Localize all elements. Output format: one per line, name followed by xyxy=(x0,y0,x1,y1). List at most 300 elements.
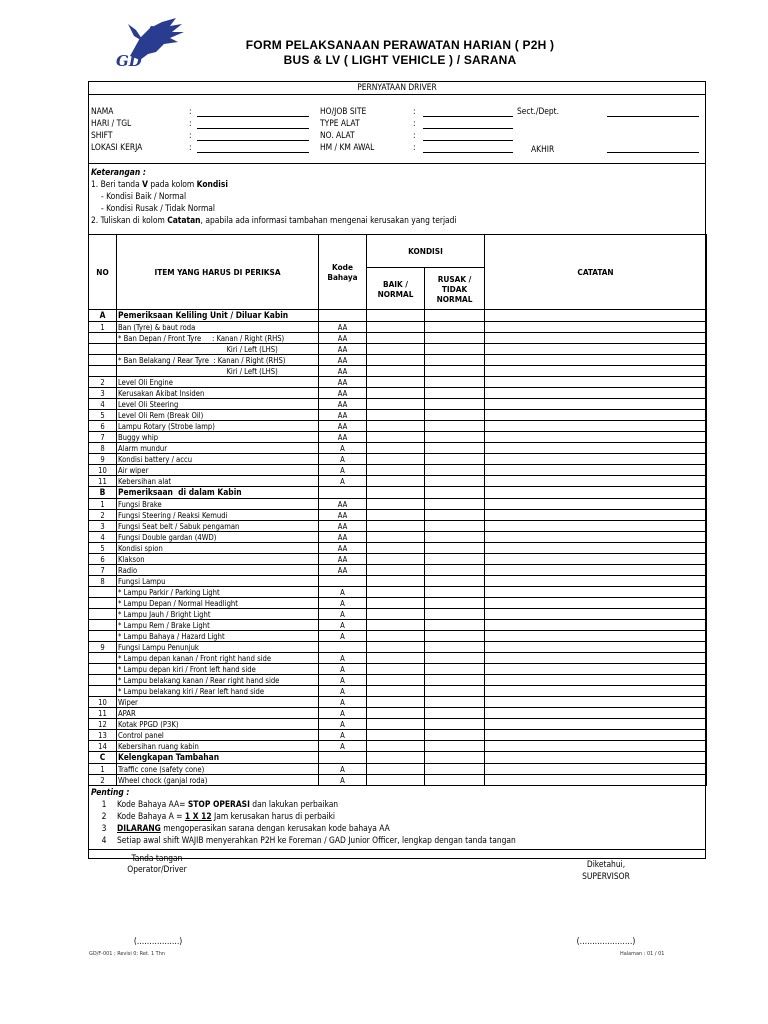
text: Jam kerusakan harus di perbaiki xyxy=(211,811,336,821)
nama-field[interactable] xyxy=(197,116,309,117)
table-row xyxy=(89,697,707,708)
baik-checkbox-cell[interactable] xyxy=(367,686,425,697)
table-row xyxy=(89,322,707,333)
catatan-cell[interactable] xyxy=(485,697,707,708)
row-item: * Ban Depan / Front Tyre : Kanan / Right (RHS) xyxy=(117,333,319,344)
catatan-cell[interactable] xyxy=(485,310,707,322)
table-row xyxy=(89,631,707,642)
row-number: 3 xyxy=(89,388,117,399)
rusak-checkbox-cell[interactable] xyxy=(425,443,485,454)
baik-checkbox-cell[interactable] xyxy=(367,620,425,631)
operator-signature-field[interactable]: (……………..) xyxy=(133,936,183,946)
row-item: Wheel chock (ganjal roda) xyxy=(117,775,319,786)
sign-right-label2: SUPERVISOR xyxy=(582,871,630,881)
table-row xyxy=(89,764,707,775)
row-item: Fungsi Double gardan (4WD) xyxy=(117,532,319,543)
baik-checkbox-cell[interactable] xyxy=(367,587,425,598)
divider xyxy=(88,94,706,95)
row-number xyxy=(89,664,117,675)
baik-checkbox-cell[interactable] xyxy=(367,752,425,764)
row-kode-bahaya: AA xyxy=(319,432,367,443)
text: 1. Beri tanda xyxy=(91,179,143,189)
table-row xyxy=(89,598,707,609)
table-row xyxy=(89,388,707,399)
row-number: 10 xyxy=(89,465,117,476)
row-item: Lampu Rotary (Strobe lamp) xyxy=(117,421,319,432)
rusak-checkbox-cell[interactable] xyxy=(425,620,485,631)
row-number: 4 xyxy=(89,532,117,543)
rusak-checkbox-cell[interactable] xyxy=(425,675,485,686)
driver-fields xyxy=(91,106,703,158)
section-row xyxy=(89,487,707,499)
item-text xyxy=(117,798,338,810)
row-item: Kebersihan alat xyxy=(117,476,319,487)
baik-checkbox-cell[interactable] xyxy=(367,410,425,421)
baik-checkbox-cell[interactable] xyxy=(367,333,425,344)
baik-checkbox-cell[interactable] xyxy=(367,310,425,322)
catatan-cell[interactable] xyxy=(485,510,707,521)
table-row xyxy=(89,399,707,410)
rusak-checkbox-cell[interactable] xyxy=(425,764,485,775)
row-kode-bahaya xyxy=(319,752,367,764)
text: Catatan xyxy=(167,215,201,225)
rusak-checkbox-cell[interactable] xyxy=(425,730,485,741)
catatan-cell[interactable] xyxy=(485,752,707,764)
row-number: 1 xyxy=(89,499,117,510)
catatan-cell[interactable] xyxy=(485,333,707,344)
col-kode: Kode Bahaya xyxy=(319,235,367,310)
rusak-checkbox-cell[interactable] xyxy=(425,421,485,432)
baik-checkbox-cell[interactable] xyxy=(367,432,425,443)
rusak-checkbox-cell[interactable] xyxy=(425,719,485,730)
no-alat-field[interactable] xyxy=(423,140,513,141)
col-rusak: RUSAK / TIDAK NORMAL xyxy=(425,268,485,310)
table-row xyxy=(89,499,707,510)
table-row xyxy=(89,465,707,476)
text: DILARANG xyxy=(117,823,161,833)
rusak-checkbox-cell[interactable] xyxy=(425,388,485,399)
catatan-cell[interactable] xyxy=(485,675,707,686)
field-label-hm: HM / KM AWAL xyxy=(320,142,375,152)
row-item: * Lampu belakang kiri / Rear left hand side xyxy=(117,686,319,697)
catatan-cell[interactable] xyxy=(485,487,707,499)
table-row xyxy=(89,686,707,697)
rusak-checkbox-cell[interactable] xyxy=(425,322,485,333)
catatan-cell[interactable] xyxy=(485,476,707,487)
table-row xyxy=(89,609,707,620)
catatan-cell[interactable] xyxy=(485,421,707,432)
penting-item xyxy=(91,822,701,834)
baik-checkbox-cell[interactable] xyxy=(367,487,425,499)
row-item: * Lampu Jauh / Bright Light xyxy=(117,609,319,620)
table-row xyxy=(89,476,707,487)
keterangan-title: Keterangan : xyxy=(91,167,146,177)
row-kode-bahaya: AA xyxy=(319,366,367,377)
item-text xyxy=(117,822,390,834)
row-item: Control panel xyxy=(117,730,319,741)
row-item: Air wiper xyxy=(117,465,319,476)
catatan-cell[interactable] xyxy=(485,719,707,730)
baik-checkbox-cell[interactable] xyxy=(367,399,425,410)
field-label-shift: SHIFT xyxy=(91,130,113,140)
row-item: Kondisi battery / accu xyxy=(117,454,319,465)
row-item: Kerusakan Akibat Insiden xyxy=(117,388,319,399)
baik-checkbox-cell[interactable] xyxy=(367,476,425,487)
catatan-cell[interactable] xyxy=(485,565,707,576)
catatan-cell[interactable] xyxy=(485,377,707,388)
rusak-checkbox-cell[interactable] xyxy=(425,366,485,377)
rusak-checkbox-cell[interactable] xyxy=(425,697,485,708)
rusak-checkbox-cell[interactable] xyxy=(425,377,485,388)
rusak-checkbox-cell[interactable] xyxy=(425,344,485,355)
row-number xyxy=(89,598,117,609)
rusak-checkbox-cell[interactable] xyxy=(425,333,485,344)
text: Kode Bahaya A = xyxy=(117,811,185,821)
rusak-checkbox-cell[interactable] xyxy=(425,499,485,510)
rusak-checkbox-cell[interactable] xyxy=(425,741,485,752)
rusak-checkbox-cell[interactable] xyxy=(425,410,485,421)
catatan-cell[interactable] xyxy=(485,598,707,609)
baik-checkbox-cell[interactable] xyxy=(367,719,425,730)
baik-checkbox-cell[interactable] xyxy=(367,377,425,388)
row-kode-bahaya: A xyxy=(319,675,367,686)
catatan-cell[interactable] xyxy=(485,499,707,510)
inspection-table xyxy=(88,234,707,786)
item-number: 3 xyxy=(101,823,107,833)
catatan-cell[interactable] xyxy=(485,322,707,333)
row-kode-bahaya: AA xyxy=(319,333,367,344)
catatan-cell[interactable] xyxy=(485,465,707,476)
item-text xyxy=(117,834,516,846)
catatan-cell[interactable] xyxy=(485,620,707,631)
item-number: 4 xyxy=(101,835,107,845)
row-item: Klakson xyxy=(117,554,319,565)
colon: : xyxy=(413,142,416,152)
row-kode-bahaya: A xyxy=(319,764,367,775)
keterangan-block xyxy=(91,166,701,226)
catatan-cell[interactable] xyxy=(485,355,707,366)
row-item: Fungsi Lampu Penunjuk xyxy=(117,642,319,653)
col-item: ITEM YANG HARUS DI PERIKSA xyxy=(117,235,319,310)
row-number: 3 xyxy=(89,521,117,532)
row-kode-bahaya: AA xyxy=(319,421,367,432)
row-number: 9 xyxy=(89,454,117,465)
table-row xyxy=(89,333,707,344)
penting-item xyxy=(91,834,701,846)
baik-checkbox-cell[interactable] xyxy=(367,521,425,532)
table-row xyxy=(89,565,707,576)
table-row xyxy=(89,410,707,421)
table-row xyxy=(89,554,707,565)
sect-dept-label: Sect./Dept. xyxy=(517,106,560,116)
rusak-checkbox-cell[interactable] xyxy=(425,355,485,366)
catatan-cell[interactable] xyxy=(485,764,707,775)
rusak-checkbox-cell[interactable] xyxy=(425,775,485,786)
row-item: * Lampu Rem / Brake Light xyxy=(117,620,319,631)
catatan-cell[interactable] xyxy=(485,543,707,554)
rusak-checkbox-cell[interactable] xyxy=(425,587,485,598)
row-kode-bahaya: AA xyxy=(319,355,367,366)
table-row xyxy=(89,675,707,686)
colon: : xyxy=(189,130,192,140)
baik-checkbox-cell[interactable] xyxy=(367,708,425,719)
catatan-cell[interactable] xyxy=(485,730,707,741)
catatan-cell[interactable] xyxy=(485,366,707,377)
row-item: Kondisi spion xyxy=(117,543,319,554)
row-kode-bahaya: AA xyxy=(319,410,367,421)
hm-akhir-field[interactable] xyxy=(607,152,699,153)
row-kode-bahaya: AA xyxy=(319,521,367,532)
row-item: * Ban Belakang / Rear Tyre : Kanan / Right (RHS) xyxy=(117,355,319,366)
row-item: * Lampu Depan / Normal Headlight xyxy=(117,598,319,609)
catatan-cell[interactable] xyxy=(485,454,707,465)
text: Setiap awal shift WAJIB menyerahkan P2H ke Foreman / GAD Junior Officer, lengkap dengan tanda tangan xyxy=(117,835,516,845)
rusak-checkbox-cell[interactable] xyxy=(425,476,485,487)
baik-checkbox-cell[interactable] xyxy=(367,543,425,554)
row-number xyxy=(89,609,117,620)
baik-checkbox-cell[interactable] xyxy=(367,642,425,653)
site-field[interactable] xyxy=(423,116,513,117)
field-label-type: TYPE ALAT xyxy=(320,118,360,128)
rusak-checkbox-cell[interactable] xyxy=(425,565,485,576)
row-item: Fungsi Steering / Reaksi Kemudi xyxy=(117,510,319,521)
row-number xyxy=(89,675,117,686)
item-number: 1 xyxy=(101,799,107,809)
hm-awal-field[interactable] xyxy=(423,152,513,153)
rusak-checkbox-cell[interactable] xyxy=(425,642,485,653)
baik-checkbox-cell[interactable] xyxy=(367,510,425,521)
row-item: * Lampu belakang kanan / Rear right hand side xyxy=(117,675,319,686)
row-number xyxy=(89,686,117,697)
colon: : xyxy=(189,106,192,116)
row-kode-bahaya: A xyxy=(319,775,367,786)
penting-item xyxy=(91,810,701,822)
catatan-cell[interactable] xyxy=(485,432,707,443)
rusak-checkbox-cell[interactable] xyxy=(425,310,485,322)
keterangan-line4 xyxy=(91,214,701,226)
row-number: 4 xyxy=(89,399,117,410)
rusak-checkbox-cell[interactable] xyxy=(425,598,485,609)
section-row xyxy=(89,752,707,764)
baik-checkbox-cell[interactable] xyxy=(367,454,425,465)
catatan-cell[interactable] xyxy=(485,554,707,565)
table-row xyxy=(89,355,707,366)
rusak-checkbox-cell[interactable] xyxy=(425,532,485,543)
table-row xyxy=(89,620,707,631)
penting-item xyxy=(91,798,701,810)
row-item: Fungsi Brake xyxy=(117,499,319,510)
item-text xyxy=(117,810,335,822)
colon: : xyxy=(413,118,416,128)
rusak-checkbox-cell[interactable] xyxy=(425,543,485,554)
catatan-cell[interactable] xyxy=(485,443,707,454)
rusak-checkbox-cell[interactable] xyxy=(425,465,485,476)
supervisor-signature-field[interactable]: (…………………) xyxy=(576,936,636,946)
catatan-cell[interactable] xyxy=(485,344,707,355)
rusak-checkbox-cell[interactable] xyxy=(425,576,485,587)
catatan-cell[interactable] xyxy=(485,521,707,532)
catatan-cell[interactable] xyxy=(485,741,707,752)
rusak-checkbox-cell[interactable] xyxy=(425,631,485,642)
hari-tgl-field[interactable] xyxy=(197,128,309,129)
row-item: Level Oli Steering xyxy=(117,399,319,410)
row-item: Pemeriksaan Keliling Unit / Diluar Kabin xyxy=(117,310,319,322)
row-kode-bahaya: A xyxy=(319,686,367,697)
catatan-cell[interactable] xyxy=(485,642,707,653)
col-catatan: CATATAN xyxy=(485,235,707,310)
table-body xyxy=(89,310,707,786)
field-label-nama: NAMA xyxy=(91,106,114,116)
text: mengoperasikan sarana dengan kerusakan kode bahaya AA xyxy=(160,823,390,833)
baik-checkbox-cell[interactable] xyxy=(367,764,425,775)
row-number xyxy=(89,653,117,664)
table-row xyxy=(89,510,707,521)
row-number: 1 xyxy=(89,322,117,333)
catatan-cell[interactable] xyxy=(485,708,707,719)
table-row xyxy=(89,775,707,786)
baik-checkbox-cell[interactable] xyxy=(367,443,425,454)
catatan-cell[interactable] xyxy=(485,399,707,410)
rusak-checkbox-cell[interactable] xyxy=(425,454,485,465)
text: 2. Tuliskan di kolom xyxy=(91,215,168,225)
row-item: * Lampu depan kiri / Front left hand side xyxy=(117,664,319,675)
catatan-cell[interactable] xyxy=(485,410,707,421)
row-item: Alarm mundur xyxy=(117,443,319,454)
row-kode-bahaya xyxy=(319,487,367,499)
table-row xyxy=(89,576,707,587)
table-row xyxy=(89,443,707,454)
baik-checkbox-cell[interactable] xyxy=(367,598,425,609)
section-title: PERNYATAAN DRIVER xyxy=(357,82,437,92)
row-kode-bahaya: AA xyxy=(319,565,367,576)
row-number: 7 xyxy=(89,565,117,576)
baik-checkbox-cell[interactable] xyxy=(367,664,425,675)
rusak-checkbox-cell[interactable] xyxy=(425,708,485,719)
catatan-cell[interactable] xyxy=(485,631,707,642)
rusak-checkbox-cell[interactable] xyxy=(425,432,485,443)
rusak-checkbox-cell[interactable] xyxy=(425,554,485,565)
shift-field[interactable] xyxy=(197,140,309,141)
baik-checkbox-cell[interactable] xyxy=(367,631,425,642)
sign-left-label1: Tanda tangan xyxy=(131,853,183,863)
rusak-checkbox-cell[interactable] xyxy=(425,609,485,620)
catatan-cell[interactable] xyxy=(485,609,707,620)
akhir-label: AKHIR xyxy=(531,144,555,154)
item-number: 2 xyxy=(101,811,107,821)
baik-checkbox-cell[interactable] xyxy=(367,609,425,620)
baik-checkbox-cell[interactable] xyxy=(367,697,425,708)
lokasi-kerja-field[interactable] xyxy=(197,152,309,153)
row-item: Kotak PPGD (P3K) xyxy=(117,719,319,730)
rusak-checkbox-cell[interactable] xyxy=(425,686,485,697)
baik-checkbox-cell[interactable] xyxy=(367,741,425,752)
row-item: Fungsi Lampu xyxy=(117,576,319,587)
sign-left-label2: Operator/Driver xyxy=(127,864,187,874)
row-number: 6 xyxy=(89,421,117,432)
row-kode-bahaya xyxy=(319,576,367,587)
row-kode-bahaya: AA xyxy=(319,532,367,543)
text: V xyxy=(142,179,148,189)
divider xyxy=(88,163,706,164)
baik-checkbox-cell[interactable] xyxy=(367,421,425,432)
row-number: 5 xyxy=(89,410,117,421)
row-number: 2 xyxy=(89,377,117,388)
rusak-checkbox-cell[interactable] xyxy=(425,521,485,532)
rusak-checkbox-cell[interactable] xyxy=(425,752,485,764)
baik-checkbox-cell[interactable] xyxy=(367,322,425,333)
catatan-cell[interactable] xyxy=(485,686,707,697)
row-item: * Lampu depan kanan / Front right hand side xyxy=(117,653,319,664)
catatan-cell[interactable] xyxy=(485,576,707,587)
baik-checkbox-cell[interactable] xyxy=(367,653,425,664)
row-kode-bahaya: A xyxy=(319,719,367,730)
row-kode-bahaya: AA xyxy=(319,399,367,410)
catatan-cell[interactable] xyxy=(485,587,707,598)
colon: : xyxy=(189,118,192,128)
row-number xyxy=(89,333,117,344)
row-number: 8 xyxy=(89,443,117,454)
keterangan-line2: - Kondisi Baik / Normal xyxy=(101,191,187,201)
row-kode-bahaya: A xyxy=(319,587,367,598)
row-number xyxy=(89,620,117,631)
baik-checkbox-cell[interactable] xyxy=(367,499,425,510)
rusak-checkbox-cell[interactable] xyxy=(425,664,485,675)
row-kode-bahaya: A xyxy=(319,730,367,741)
rusak-checkbox-cell[interactable] xyxy=(425,653,485,664)
text: Kode Bahaya AA= xyxy=(117,799,188,809)
baik-checkbox-cell[interactable] xyxy=(367,388,425,399)
baik-checkbox-cell[interactable] xyxy=(367,565,425,576)
type-alat-field[interactable] xyxy=(423,128,513,129)
table-row xyxy=(89,521,707,532)
row-kode-bahaya: A xyxy=(319,454,367,465)
baik-checkbox-cell[interactable] xyxy=(367,775,425,786)
baik-checkbox-cell[interactable] xyxy=(367,730,425,741)
row-item: * Lampu Parkir / Parking Light xyxy=(117,587,319,598)
rusak-checkbox-cell[interactable] xyxy=(425,487,485,499)
row-item: Buggy whip xyxy=(117,432,319,443)
row-item: Kiri / Left (LHS) xyxy=(117,366,319,377)
baik-checkbox-cell[interactable] xyxy=(367,355,425,366)
catatan-cell[interactable] xyxy=(485,653,707,664)
table-row xyxy=(89,741,707,752)
catatan-cell[interactable] xyxy=(485,388,707,399)
col-kondisi: KONDISI xyxy=(367,235,485,268)
row-kode-bahaya: A xyxy=(319,708,367,719)
baik-checkbox-cell[interactable] xyxy=(367,554,425,565)
catatan-cell[interactable] xyxy=(485,532,707,543)
rusak-checkbox-cell[interactable] xyxy=(425,399,485,410)
baik-checkbox-cell[interactable] xyxy=(367,344,425,355)
table-row xyxy=(89,642,707,653)
table-row xyxy=(89,719,707,730)
sect-dept-field[interactable] xyxy=(607,116,699,117)
colon: : xyxy=(413,106,416,116)
baik-checkbox-cell[interactable] xyxy=(367,576,425,587)
catatan-cell[interactable] xyxy=(485,664,707,675)
baik-checkbox-cell[interactable] xyxy=(367,532,425,543)
table-row xyxy=(89,366,707,377)
row-number xyxy=(89,355,117,366)
rusak-checkbox-cell[interactable] xyxy=(425,510,485,521)
baik-checkbox-cell[interactable] xyxy=(367,675,425,686)
baik-checkbox-cell[interactable] xyxy=(367,465,425,476)
catatan-cell[interactable] xyxy=(485,775,707,786)
row-item: * Lampu Bahaya / Hazard Light xyxy=(117,631,319,642)
divider xyxy=(88,849,706,850)
row-item: Kiri / Left (LHS) xyxy=(117,344,319,355)
baik-checkbox-cell[interactable] xyxy=(367,366,425,377)
